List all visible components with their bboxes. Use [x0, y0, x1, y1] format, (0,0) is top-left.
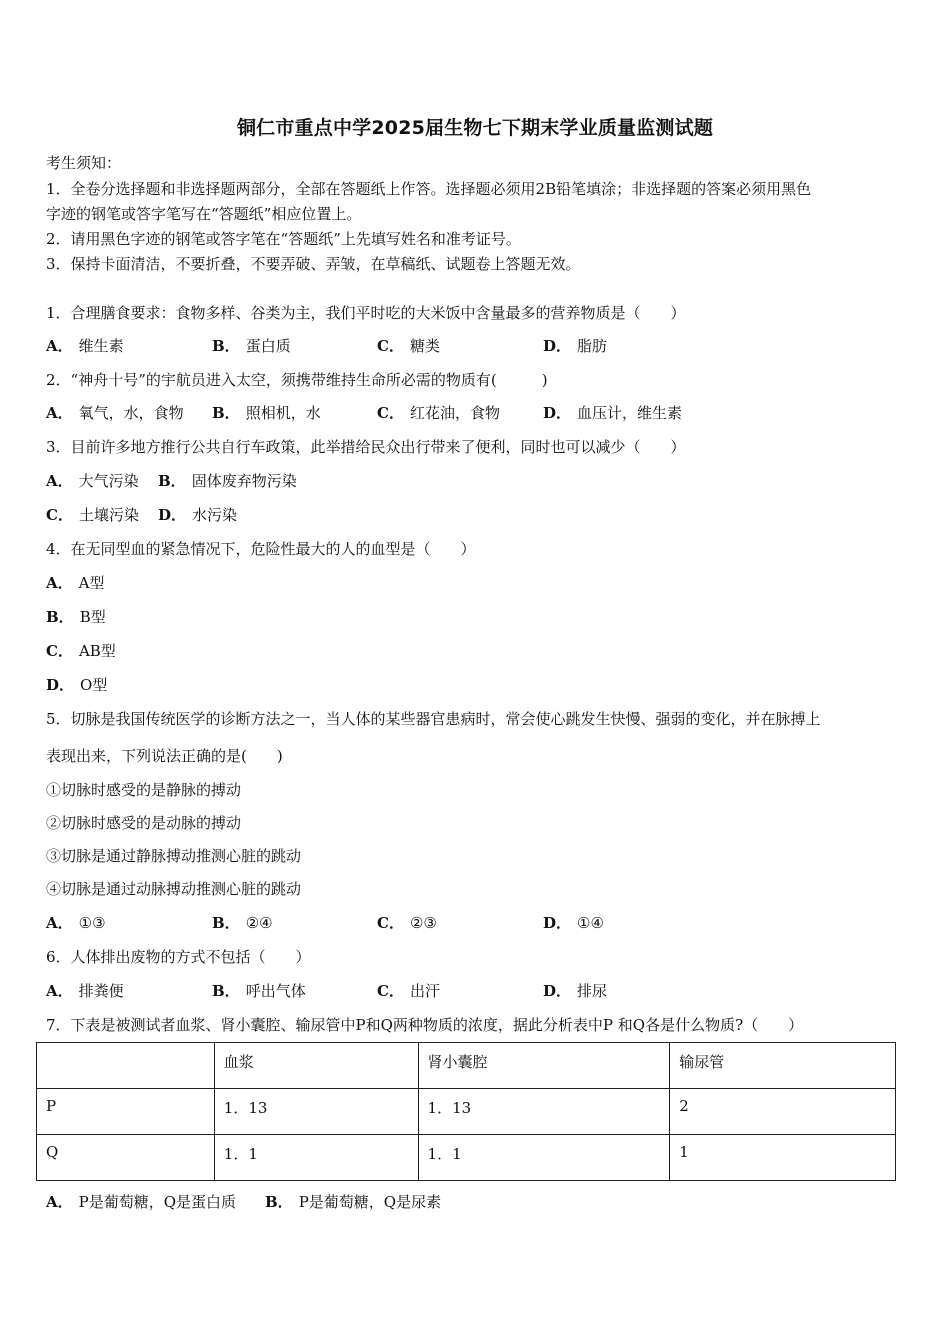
q3-option-d[interactable]: D． 水污染 — [158, 506, 238, 524]
question-3-stem: 3．目前许多地方推行公共自行车政策，此举措给民众出行带来了便利，同时也可以减少（ ） — [46, 438, 686, 456]
notice-item: 字迹的钢笔或答字笔写在“答题纸”相应位置上。 — [46, 205, 362, 223]
table-header-cell: 输尿管 — [670, 1043, 896, 1089]
question-5-stem: 5．切脉是我国传统医学的诊断方法之一，当人体的某些器官患病时，常会使心跳发生快慢、强弱的变化，并在脉搏上 — [46, 710, 821, 728]
question-6-stem: 6．人体排出废物的方式不包括（ ） — [46, 948, 311, 966]
table-row — [37, 1089, 896, 1135]
table-cell: 1．1 — [418, 1135, 670, 1181]
table-row — [37, 1135, 896, 1181]
q5-option-c[interactable]: C． ②③ — [377, 914, 437, 932]
page-title: 铜仁市重点中学2025届生物七下期末学业质量监测试题 — [236, 117, 714, 139]
q7-option-b[interactable]: B． P是葡萄糖，Q是尿素 — [265, 1193, 442, 1211]
q1-option-d[interactable]: D． 脂肪 — [543, 337, 608, 355]
question-4-stem: 4．在无同型血的紧急情况下，危险性最大的人的血型是（ ） — [46, 540, 476, 558]
concentration-table — [36, 1042, 896, 1181]
table-header-cell — [37, 1043, 215, 1089]
notice-item: 3．保持卡面清洁，不要折叠，不要弄破、弄皱，在草稿纸、试题卷上答题无效。 — [46, 255, 581, 273]
notice-heading: 考生须知： — [46, 154, 122, 172]
q3-option-c[interactable]: C． 土壤污染 — [46, 506, 139, 524]
q4-option-c[interactable]: C． AB型 — [46, 642, 116, 660]
q2-option-d[interactable]: D． 血压计，维生素 — [543, 404, 683, 422]
table-cell: 2 — [670, 1089, 896, 1135]
q5-statement: ③切脉是通过静脉搏动推测心脏的跳动 — [46, 847, 302, 865]
table-header-cell: 血浆 — [214, 1043, 418, 1089]
q4-option-a[interactable]: A． A型 — [46, 574, 105, 592]
q6-option-a[interactable]: A． 排粪便 — [46, 982, 124, 1000]
notice-item: 1．全卷分选择题和非选择题两部分，全部在答题纸上作答。选择题必须用2B铅笔填涂；非选择题的答案必须用黑色 — [46, 180, 812, 198]
table-cell: 1 — [670, 1135, 896, 1181]
q1-option-c[interactable]: C． 糖类 — [377, 337, 440, 355]
q4-option-b[interactable]: B． B型 — [46, 608, 106, 626]
table-header-row — [37, 1043, 896, 1089]
q5-statement: ④切脉是通过动脉搏动推测心脏的跳动 — [46, 880, 302, 898]
q5-option-b[interactable]: B． ②④ — [212, 914, 273, 932]
table-cell: P — [37, 1089, 215, 1135]
q3-option-b[interactable]: B． 固体废弃物污染 — [158, 472, 297, 490]
q2-option-a[interactable]: A． 氧气，水，食物 — [46, 404, 184, 422]
q6-option-b[interactable]: B． 呼出气体 — [212, 982, 306, 1000]
notice-item: 2．请用黑色字迹的钢笔或答字笔在“答题纸”上先填写姓名和准考证号。 — [46, 230, 521, 248]
q7-option-a[interactable]: A． P是葡萄糖，Q是蛋白质 — [46, 1193, 237, 1211]
question-2-stem: 2．“神舟十号”的宇航员进入太空，须携带维持生命所必需的物质有( ) — [46, 371, 548, 389]
table-cell: 1．1 — [214, 1135, 418, 1181]
q4-option-d[interactable]: D． O型 — [46, 676, 108, 694]
q1-option-a[interactable]: A． 维生素 — [46, 337, 124, 355]
q5-option-a[interactable]: A． ①③ — [46, 914, 106, 932]
table-cell: 1．13 — [214, 1089, 418, 1135]
q5-option-d[interactable]: D． ①④ — [543, 914, 604, 932]
q3-option-a[interactable]: A． 大气污染 — [46, 472, 139, 490]
table-cell: Q — [37, 1135, 215, 1181]
q6-option-d[interactable]: D． 排尿 — [543, 982, 608, 1000]
q2-option-b[interactable]: B． 照相机，水 — [212, 404, 321, 422]
question-1-stem: 1．合理膳食要求：食物多样、谷类为主，我们平时吃的大米饭中含量最多的营养物质是（ ） — [46, 304, 686, 322]
q6-option-c[interactable]: C． 出汗 — [377, 982, 440, 1000]
q2-option-c[interactable]: C． 红花油，食物 — [377, 404, 500, 422]
table-cell: 1．13 — [418, 1089, 670, 1135]
q1-option-b[interactable]: B． 蛋白质 — [212, 337, 291, 355]
question-5-stem-cont: 表现出来，下列说法正确的是( ) — [46, 747, 283, 765]
q5-statement: ②切脉时感受的是动脉的搏动 — [46, 814, 242, 832]
table-header-cell: 肾小囊腔 — [418, 1043, 670, 1089]
question-7-stem: 7．下表是被测试者血浆、肾小囊腔、输尿管中P和Q两种物质的浓度，据此分析表中P 和Q各是什么物质?（ ） — [46, 1016, 804, 1034]
q5-statement: ①切脉时感受的是静脉的搏动 — [46, 781, 242, 799]
